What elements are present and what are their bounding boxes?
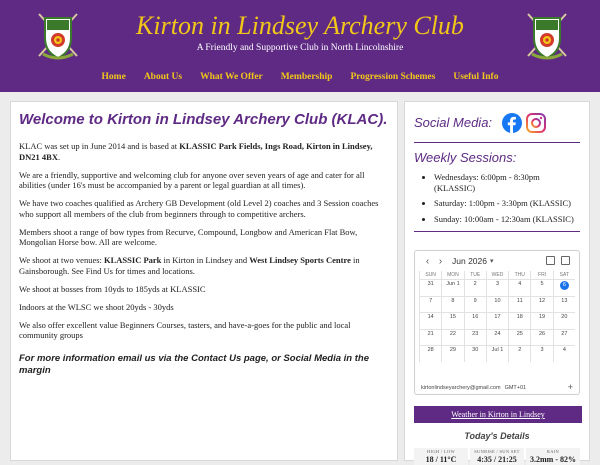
calendar-day-number: 10	[494, 297, 501, 304]
calendar-day-number: Jun 1	[446, 281, 460, 287]
calendar-day-number: 15	[449, 314, 456, 320]
calendar-day-number: 17	[494, 314, 501, 320]
calendar-month[interactable]: Jun 2026	[452, 256, 487, 266]
calendar-weekday: FRI	[530, 271, 552, 279]
indoor-paragraph: Indoors at the WLSC we shoot 20yds - 30yds	[19, 301, 174, 312]
calendar-day[interactable]	[486, 345, 508, 362]
calendar-day[interactable]	[530, 296, 552, 313]
venue-klassic: KLASSIC Park	[104, 255, 162, 265]
bow-types-paragraph: Members shoot a range of bow types from Recurve, Compound, Longbow and American Flat Bow, Mongolian Horse bow. All are welcome.	[19, 226, 358, 247]
calendar-day[interactable]	[508, 329, 530, 346]
todays-details	[414, 448, 580, 465]
calendar-day-number: 11	[516, 297, 523, 304]
calendar-day-number: 30	[472, 347, 479, 353]
calendar-weekday: SAT	[553, 271, 575, 279]
page-title: Welcome to Kirton in Lindsey Archery Club (KLAC).	[19, 111, 388, 128]
social-media-row	[414, 111, 580, 135]
calendar-day-number: 14	[427, 314, 434, 320]
calendar-widget	[414, 250, 580, 395]
calendar-day-number: 16	[472, 314, 479, 320]
calendar-day-number: 18	[516, 314, 523, 320]
calendar-day-number: 2	[518, 347, 522, 353]
calendar-day[interactable]	[486, 279, 508, 296]
intro-text: KLAC was set up in June 2014 and is based at	[19, 141, 180, 151]
grid-view-icon[interactable]	[561, 256, 570, 265]
calendar-day[interactable]	[419, 296, 441, 313]
calendar-day-number: 13	[561, 297, 568, 304]
calendar-weekday: MON	[441, 271, 463, 279]
calendar-day-number: Jul 1	[491, 347, 504, 353]
distances-paragraph: We shoot at bosses from 10yds to 185yds at KLASSIC	[19, 283, 206, 294]
calendar-day-number: 28	[427, 347, 434, 353]
weekly-sessions-title: Weekly Sessions:	[414, 150, 517, 165]
month-dropdown-icon[interactable]: ▾	[489, 258, 494, 265]
main-nav	[0, 71, 600, 83]
calendar-day[interactable]	[508, 312, 530, 329]
nav-progression-schemes[interactable]: Progression Schemes	[350, 72, 436, 82]
calendar-grid	[419, 271, 575, 362]
calendar-day[interactable]	[419, 329, 441, 346]
site-tagline: A Friendly and Supportive Club in North Lincolnshire	[196, 43, 404, 53]
calendar-day[interactable]	[419, 345, 441, 362]
calendar-day-number: 27	[561, 330, 568, 337]
social-media-title: Social Media:	[414, 115, 493, 130]
nav-about-us[interactable]: About Us	[143, 72, 183, 82]
calendar-day[interactable]	[508, 279, 530, 296]
intro-text-end: .	[57, 151, 61, 162]
calendar-day-number: 3	[495, 281, 500, 287]
calendar-day-number: 19	[539, 314, 546, 320]
venue-address: KLASSIC Park Fields, Ings Road, Kirton in Lindsey, DN21 4BX	[19, 141, 373, 162]
session-item: • Saturday: 1:00pm - 3:30pm (KLASSIC)	[434, 198, 580, 209]
calendar-day[interactable]	[530, 345, 552, 362]
calendar-day[interactable]	[508, 296, 530, 313]
sessions-list	[414, 172, 580, 224]
calendar-day[interactable]	[464, 312, 486, 329]
add-calendar-icon[interactable]: +	[567, 382, 573, 392]
calendar-day[interactable]	[553, 279, 575, 296]
todays-details-title: Today's Details	[464, 431, 530, 441]
calendar-day-number: 29	[449, 347, 456, 353]
calendar-day-number: 8	[451, 297, 455, 304]
calendar-day[interactable]	[441, 312, 463, 329]
calendar-day-number: 22	[449, 330, 456, 337]
more-info-note: For more information email us via the Contact Us page, or Social Media in the margin	[19, 352, 369, 376]
detail-label: HIGH / LOW	[427, 449, 455, 454]
intro-paragraph	[19, 141, 389, 162]
prev-month-icon[interactable]: ‹	[425, 255, 430, 267]
calendar-day-number: 5	[540, 281, 544, 287]
calendar-view-icon[interactable]	[546, 256, 555, 265]
site-header	[0, 0, 600, 92]
calendar-day-number: 3	[540, 347, 544, 353]
detail-value: 18 / 11°C	[425, 455, 457, 464]
venues-text: in Gainsborough. See Find Us for times and locations.	[19, 255, 360, 276]
site-title[interactable]: Kirton in Lindsey Archery Club	[136, 11, 464, 40]
calendar-day[interactable]	[441, 279, 463, 296]
detail-rain	[526, 448, 580, 465]
calendar-day-number: 6	[560, 281, 569, 290]
session-item: • Sunday: 10:00am - 12:30am (KLASSIC)	[434, 214, 580, 225]
calendar-day[interactable]	[464, 296, 486, 313]
calendar-day[interactable]	[441, 345, 463, 362]
calendar-day[interactable]	[486, 329, 508, 346]
calendar-day[interactable]	[553, 296, 575, 313]
calendar-day[interactable]	[441, 329, 463, 346]
calendar-day-number: 24	[494, 330, 501, 337]
calendar-timezone: GMT+01	[504, 385, 527, 391]
calendar-day[interactable]	[508, 345, 530, 362]
detail-value: 4:35 / 21:25	[477, 455, 517, 464]
calendar-day-number: 23	[472, 330, 479, 337]
divider	[414, 231, 580, 232]
weather-button[interactable]: Weather in Kirton in Lindsey	[414, 406, 582, 423]
session-item: • Wednesdays: 6:00pm - 8:30pm (KLASSIC)	[434, 172, 580, 193]
coaches-paragraph: We have two coaches qualified as Archery GB Development (old Level 2) coaches and 3 Session coaches who support all members of the club from beginners through to competitive archers.	[19, 198, 379, 219]
next-month-icon[interactable]: ›	[438, 255, 443, 267]
calendar-day[interactable]	[486, 296, 508, 313]
calendar-day[interactable]	[464, 345, 486, 362]
calendar-footer	[421, 385, 573, 391]
facebook-icon[interactable]	[502, 113, 522, 133]
calendar-day[interactable]	[464, 329, 486, 346]
calendar-day[interactable]	[530, 279, 552, 296]
calendar-weekday: WED	[486, 271, 508, 279]
calendar-day-number: 7	[429, 297, 433, 304]
welcome-paragraph: We are a friendly, supportive and welcoming club for anyone over seven years of age and cater for all abilities (under 16's must be accompanied by a parent or legal guardian at all times).	[19, 169, 365, 190]
calendar-weekday: THU	[508, 271, 530, 279]
calendar-day-number: 4	[518, 281, 522, 287]
calendar-day[interactable]	[530, 312, 552, 329]
courses-paragraph: We also offer excellent value Beginners Courses, tasters, and have-a-goes for the public and local community groups	[19, 319, 351, 340]
nav-what-we-offer[interactable]: What We Offer	[200, 72, 263, 82]
nav-membership[interactable]: Membership	[280, 72, 333, 82]
calendar-day[interactable]	[553, 312, 575, 329]
divider	[414, 142, 580, 143]
calendar-day[interactable]	[419, 279, 441, 296]
calendar-day[interactable]	[486, 312, 508, 329]
nav-useful-info[interactable]: Useful Info	[453, 72, 499, 82]
calendar-weekday: TUE	[464, 271, 486, 279]
venue-wlsc: West Lindsey Sports Centre	[249, 255, 351, 265]
calendar-day[interactable]	[419, 312, 441, 329]
calendar-day-number: 4	[562, 347, 566, 353]
calendar-day[interactable]	[530, 329, 552, 346]
detail-sunrise-sunset	[470, 448, 524, 465]
calendar-day-number: 2	[473, 281, 477, 287]
calendar-day-number: 25	[516, 330, 523, 337]
calendar-day-number: 26	[539, 330, 546, 337]
calendar-weekday: SUN	[419, 271, 441, 279]
calendar-day-number: 9	[473, 297, 477, 304]
calendar-day-number: 21	[427, 330, 434, 337]
detail-label: RAIN	[546, 449, 560, 454]
calendar-day[interactable]	[553, 345, 575, 362]
calendar-day[interactable]	[441, 296, 463, 313]
detail-high-low	[414, 448, 468, 465]
venues-paragraph	[19, 255, 389, 276]
calendar-email[interactable]: kirtonlindseyarchery@gmail.com	[421, 385, 501, 391]
calendar-day-number: 12	[539, 297, 546, 304]
calendar-day[interactable]	[464, 279, 486, 296]
calendar-day-number: 31	[427, 281, 434, 287]
venues-text: We shoot at two venues:	[19, 255, 105, 265]
detail-value: 3.2mm - 82%	[530, 455, 576, 464]
nav-home[interactable]: Home	[101, 72, 126, 82]
sidebar	[404, 101, 590, 464]
main-content	[10, 101, 398, 461]
calendar-day[interactable]	[553, 329, 575, 346]
calendar-day-number: 20	[561, 314, 568, 320]
instagram-icon[interactable]	[526, 113, 546, 133]
venues-text: in Kirton in Lindsey and	[161, 255, 250, 265]
detail-label: SUNRISE / SUN SET	[474, 449, 520, 454]
